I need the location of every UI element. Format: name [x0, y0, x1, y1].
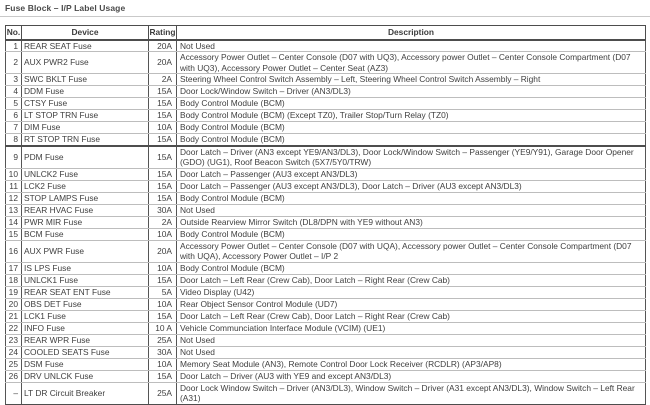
cell-rating: 2A [149, 74, 177, 86]
table-row [6, 74, 646, 86]
cell-description: Door Lock/Window Switch – Driver (AN3/DL3) [177, 86, 646, 98]
table-row [6, 382, 646, 404]
cell-device: DIM Fuse [22, 122, 149, 134]
cell-description: Not Used [177, 346, 646, 358]
cell-rating: 15A [149, 146, 177, 169]
cell-description: Not Used [177, 40, 646, 52]
cell-fuse-number: 23 [6, 334, 22, 346]
table-row [6, 262, 646, 274]
cell-description: Body Control Module (BCM) [177, 98, 646, 110]
cell-description: Body Control Module (BCM) [177, 262, 646, 274]
cell-rating: 30A [149, 346, 177, 358]
cell-rating: 10 A [149, 322, 177, 334]
table-row [6, 52, 646, 74]
table-row [6, 146, 646, 169]
cell-description: Door Latch – Passenger (AU3 except AN3/DL3), Door Latch – Driver (AU3 except AN3/DL3) [177, 180, 646, 192]
cell-fuse-number: 20 [6, 298, 22, 310]
cell-device: LCK1 Fuse [22, 310, 149, 322]
cell-rating: 25A [149, 334, 177, 346]
cell-description: Rear Object Sensor Control Module (UD7) [177, 298, 646, 310]
column-header-description: Description [177, 26, 646, 40]
cell-device: LCK2 Fuse [22, 180, 149, 192]
cell-device: RT STOP TRN Fuse [22, 134, 149, 146]
cell-rating: 10A [149, 358, 177, 370]
cell-device: DRV UNLCK Fuse [22, 370, 149, 382]
cell-description: Memory Seat Module (AN3), Remote Control Door Lock Receiver (RCDLR) (AP3/AP8) [177, 358, 646, 370]
cell-fuse-number: 16 [6, 240, 22, 262]
cell-description: Door Lock Window Switch – Driver (AN3/DL3), Window Switch – Driver (A31 except AN3/DL3), Window Switch – Left Rear (A31) [177, 382, 646, 404]
cell-device: LT DR Circuit Breaker [22, 382, 149, 404]
cell-fuse-number: 22 [6, 322, 22, 334]
cell-fuse-number: 6 [6, 110, 22, 122]
cell-fuse-number: 10 [6, 168, 22, 180]
cell-description: Accessory Power Outlet – Center Console (D07 with UQA), Accessory power Outlet – Center Console Compartment (D07 with UQA), Accessory Power Outlet – I/P 2 [177, 240, 646, 262]
table-row [6, 134, 646, 146]
column-header-device: Device [22, 26, 149, 40]
cell-device: COOLED SEATS Fuse [22, 346, 149, 358]
cell-device: PDM Fuse [22, 146, 149, 169]
column-header-no: No. [6, 26, 22, 40]
cell-device: CTSY Fuse [22, 98, 149, 110]
cell-device: AUX PWR Fuse [22, 240, 149, 262]
cell-fuse-number: 2 [6, 52, 22, 74]
table-row [6, 286, 646, 298]
cell-device: UNLCK2 Fuse [22, 168, 149, 180]
table-row [6, 110, 646, 122]
table-row [6, 228, 646, 240]
cell-fuse-number: 9 [6, 146, 22, 169]
cell-rating: 10A [149, 298, 177, 310]
cell-rating: 2A [149, 216, 177, 228]
cell-device: PWR MIR Fuse [22, 216, 149, 228]
table-row [6, 274, 646, 286]
table-body [6, 40, 646, 405]
table-row [6, 122, 646, 134]
page-title: Fuse Block – I/P Label Usage [5, 3, 126, 13]
cell-fuse-number: 21 [6, 310, 22, 322]
cell-fuse-number: 8 [6, 134, 22, 146]
cell-fuse-number: 1 [6, 40, 22, 52]
table-row [6, 86, 646, 98]
cell-fuse-number: – [6, 382, 22, 404]
table-row [6, 298, 646, 310]
cell-rating: 20A [149, 52, 177, 74]
column-header-rating: Rating [149, 26, 177, 40]
cell-rating: 20A [149, 240, 177, 262]
table-row [6, 334, 646, 346]
cell-fuse-number: 18 [6, 274, 22, 286]
cell-fuse-number: 12 [6, 192, 22, 204]
cell-rating: 15A [149, 274, 177, 286]
cell-fuse-number: 13 [6, 204, 22, 216]
cell-rating: 25A [149, 382, 177, 404]
cell-description: Not Used [177, 204, 646, 216]
table-row [6, 310, 646, 322]
cell-fuse-number: 4 [6, 86, 22, 98]
cell-description: Body Control Module (BCM) [177, 122, 646, 134]
cell-rating: 15A [149, 192, 177, 204]
cell-rating: 10A [149, 262, 177, 274]
cell-fuse-number: 25 [6, 358, 22, 370]
cell-description: Vehicle Communciation Interface Module (VCIM) (UE1) [177, 322, 646, 334]
cell-device: SWC BKLT Fuse [22, 74, 149, 86]
cell-device: BCM Fuse [22, 228, 149, 240]
cell-device: REAR SEAT ENT Fuse [22, 286, 149, 298]
cell-fuse-number: 11 [6, 180, 22, 192]
cell-fuse-number: 26 [6, 370, 22, 382]
cell-description: Body Control Module (BCM) [177, 134, 646, 146]
table-row [6, 216, 646, 228]
cell-fuse-number: 14 [6, 216, 22, 228]
cell-rating: 15A [149, 180, 177, 192]
cell-rating: 15A [149, 370, 177, 382]
table-row [6, 168, 646, 180]
cell-rating: 30A [149, 204, 177, 216]
cell-description: Accessory Power Outlet – Center Console (D07 with UQ3), Accessory power Outlet – Center Console Compartment (D07 with UQ3), Accessory Power Outlet – Center Seat (AZ3) [177, 52, 646, 74]
table-row [6, 192, 646, 204]
cell-description: Body Control Module (BCM) (Except TZ0), Trailer Stop/Turn Relay (TZ0) [177, 110, 646, 122]
cell-rating: 5A [149, 286, 177, 298]
cell-device: AUX PWR2 Fuse [22, 52, 149, 74]
cell-device: IS LPS Fuse [22, 262, 149, 274]
cell-rating: 10A [149, 122, 177, 134]
table-row [6, 358, 646, 370]
cell-description: Not Used [177, 334, 646, 346]
cell-fuse-number: 19 [6, 286, 22, 298]
cell-description: Door Latch – Driver (AU3 with YE9 and except AN3/DL3) [177, 370, 646, 382]
cell-description: Door Latch – Passenger (AU3 except AN3/DL3) [177, 168, 646, 180]
cell-description: Door Latch – Left Rear (Crew Cab), Door Latch – Right Rear (Crew Cab) [177, 310, 646, 322]
cell-description: Door Latch – Left Rear (Crew Cab), Door Latch – Right Rear (Crew Cab) [177, 274, 646, 286]
table-row [6, 98, 646, 110]
table-row [6, 40, 646, 52]
table-row [6, 346, 646, 358]
cell-device: REAR SEAT Fuse [22, 40, 149, 52]
cell-rating: 15A [149, 86, 177, 98]
cell-description: Body Control Module (BCM) [177, 192, 646, 204]
cell-fuse-number: 24 [6, 346, 22, 358]
cell-device: REAR HVAC Fuse [22, 204, 149, 216]
cell-description: Body Control Module (BCM) [177, 228, 646, 240]
table-row [6, 204, 646, 216]
table-row [6, 180, 646, 192]
cell-fuse-number: 17 [6, 262, 22, 274]
cell-rating: 15A [149, 98, 177, 110]
cell-fuse-number: 3 [6, 74, 22, 86]
cell-device: OBS DET Fuse [22, 298, 149, 310]
table-row [6, 240, 646, 262]
cell-device: INFO Fuse [22, 322, 149, 334]
cell-rating: 20A [149, 40, 177, 52]
table-row [6, 370, 646, 382]
cell-rating: 15A [149, 110, 177, 122]
cell-rating: 15A [149, 134, 177, 146]
cell-description: Video Display (U42) [177, 286, 646, 298]
cell-description: Door Latch – Driver (AN3 except YE9/AN3/DL3), Door Lock/Window Switch – Passenger (YE9/Y91), Garage Door Opener (GDO) (UG1), Roof Beacon Switch (5X7/5Y0/TRW) [177, 146, 646, 169]
fuse-usage-table [5, 25, 646, 405]
cell-rating: 15A [149, 310, 177, 322]
cell-rating: 10A [149, 228, 177, 240]
cell-rating: 15A [149, 168, 177, 180]
cell-device: UNLCK1 Fuse [22, 274, 149, 286]
cell-fuse-number: 15 [6, 228, 22, 240]
cell-fuse-number: 5 [6, 98, 22, 110]
title-divider [0, 16, 650, 17]
cell-device: DSM Fuse [22, 358, 149, 370]
cell-description: Outside Rearview Mirror Switch (DL8/DPN with YE9 without AN3) [177, 216, 646, 228]
cell-device: STOP LAMPS Fuse [22, 192, 149, 204]
table-row [6, 322, 646, 334]
cell-description: Steering Wheel Control Switch Assembly – Left, Steering Wheel Control Switch Assembly – Right [177, 74, 646, 86]
cell-device: REAR WPR Fuse [22, 334, 149, 346]
cell-device: LT STOP TRN Fuse [22, 110, 149, 122]
cell-device: DDM Fuse [22, 86, 149, 98]
table-header-row [6, 26, 646, 40]
cell-fuse-number: 7 [6, 122, 22, 134]
